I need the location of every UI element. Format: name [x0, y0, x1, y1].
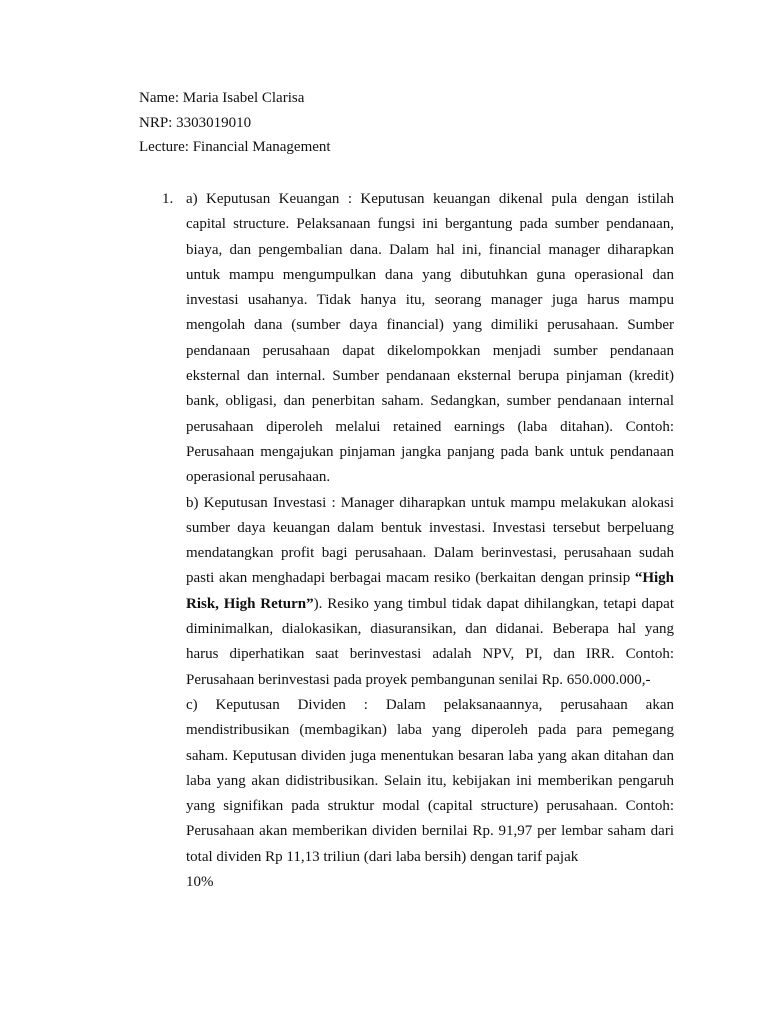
investment-text-start: b) Keputusan Investasi : Manager diharapkan untuk mampu melakukan alokasi sumber daya keuangan dalam bentuk investasi. Investasi tersebut berpeluang mendatangkan profit bagi perusahaan. Dalam berinvestasi, perusahaan sudah pasti akan menghadapi berbagai macam resiko (berkaitan dengan prinsip	[186, 494, 674, 587]
answer-body	[186, 187, 674, 895]
student-name: Name: Maria Isabel Clarisa	[139, 90, 305, 106]
paragraph-financial-decision: a) Keputusan Keuangan : Keputusan keuangan dikenal pula dengan istilah capital structure. Pelaksanaan fungsi ini bergantung pada sumber pendanaan, biaya, dan pengembalian dana. Dalam hal ini, financial manager diharapkan untuk mampu mengumpulkan dana yang dibutuhkan guna operasional dan investasi usahanya. Tidak hanya itu, seorang manager juga harus mampu mengolah dana (sumber daya financial) yang dimiliki perusahaan. Sumber pendanaan perusahaan dapat dikelompokkan menjadi sumber pendanaan eksternal dan internal. Sumber pendanaan eksternal berupa pinjaman (kredit) bank, obligasi, dan penerbitan saham. Sedangkan, sumber pendanaan internal perusahaan diperoleh melalui retained earnings (laba ditahan). Contoh: Perusahaan mengajukan pinjaman jangka panjang pada bank untuk pendanaan operasional perusahaan.	[186, 191, 674, 486]
investment-text-end: ). Resiko yang timbul tidak dapat dihilangkan, tetapi dapat diminimalkan, dialokasikan, diasuransikan, dan didanai. Beberapa hal yang harus diperhatikan saat berinvestasi adalah NPV, PI, dan IRR. Contoh: Perusahaan berinvestasi pada proyek pembangunan senilai Rp. 650.000.000,-	[186, 595, 675, 688]
list-item-number: 1.	[162, 191, 174, 207]
paragraph-dividend-tax-rate: 10%	[186, 874, 214, 891]
lecture-name: Lecture: Financial Management	[139, 139, 331, 155]
student-info	[139, 86, 331, 160]
student-nrp: NRP: 3303019010	[139, 114, 252, 131]
high-risk-high-return: “High Risk, High Return”	[186, 570, 674, 612]
paragraph-investment-decision	[186, 491, 674, 693]
paragraph-dividend-decision: c) Keputusan Dividen : Dalam pelaksanaannya, perusahaan akan mendistribusikan (membagikan) laba yang diperoleh pada para pemegang saham. Keputusan dividen juga menentukan besaran laba yang akan ditahan dan laba yang akan didistribusikan. Selain itu, kebijakan ini memberikan pengaruh yang signifikan pada struktur modal (capital structure) perusahaan. Contoh: Perusahaan akan memberikan dividen bernilai Rp. 91,97 per lembar saham dari total dividen Rp 11,13 triliun (dari laba bersih) dengan tarif pajak	[186, 696, 674, 865]
